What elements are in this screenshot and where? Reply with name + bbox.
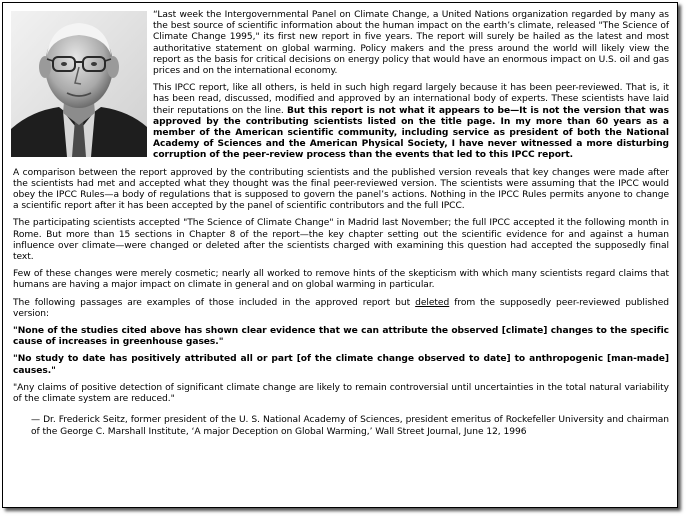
passages-text-before: The following passages are examples of those included in the approved report but: [13, 297, 416, 308]
passages-text-after: from the supposedly peer-reviewed published version:: [13, 297, 669, 319]
quote-1-text: "None of the studies cited above has shown clear evidence that we can attribute the observed [climate] changes to the specific cause of increases in greenhouse gases.": [13, 326, 669, 348]
deleted-underlined-word: deleted: [415, 297, 450, 308]
quote-2-text: "No study to date has positively attributed all or part [of the climate change observed to date] to anthropogenic [man-made] causes.": [13, 354, 669, 376]
paragraph-madrid: [13, 218, 669, 263]
changes-text: Few of these changes were merely cosmetic; nearly all worked to remove hints of the skepticism with which many scientists regard claims that humans are having a major impact on climate in general and on global warming in particular.: [13, 269, 669, 291]
quote-1: [13, 326, 669, 348]
peer-review-text: This IPCC report, like all others, is held in such high regard largely because it has been peer-reviewed. That is, it has been read, discussed, modified and approved by an international body of experts. These scientists have laid their reputations on the line.: [153, 83, 669, 116]
citation-text: — Dr. Frederick Seitz, former president of the U. S. National Academy of Sciences, president emeritus of Rockefeller University and chairman of the George C. Marshall Institute, ‘A major Deception on Global Warming,’ Wall Street Journal, June 12, 1996: [31, 415, 669, 437]
quote-2: [13, 354, 669, 376]
madrid-text: The participating scientists accepted "The Science of Climate Change" in Madrid last November; the full IPCC accepted it the following month in Rome. But more than 15 sections in Chapter 8 of the report—the key chapter setting out the scientific evidence for and against a human influence over climate—were changed or deleted after the scientists charged with examining this question had accepted the supposedly final text.: [13, 218, 669, 263]
article-text: [13, 10, 669, 444]
portrait-spacer: [13, 10, 153, 160]
comparison-text: A comparison between the report approved by the contributing scientists and the published version reveals that key changes were made after the scientists had met and accepted what they thought was the final peer-reviewed version. The scientists were assuming that the IPCC would obey the IPCC Rules—a body of regulations that is supposed to govern the panel’s actions. Nothing in the IPCC Rules permits anyone to change a scientific report after it has been accepted by the panel of scientific contributors and the full IPCC.: [13, 167, 669, 212]
paragraph-passages: [13, 298, 669, 320]
article-frame: [2, 2, 678, 508]
citation: [13, 415, 669, 437]
quote-3: [13, 383, 669, 405]
peer-review-bold-text: But this report is not what it appears to be—It is not the version that was approved by the contributing scientists listed on the title page. In my more than 60 years as a member of the American scientific community, including service as president of both the National Academy of Sciences and the American Physical Society, I have never witnessed a more disturbing corruption of the peer-review process than the events that led to this IPCC report.: [153, 105, 669, 161]
intro-paragraph-1-text: “Last week the Intergovernmental Panel on Climate Change, a United Nations organization regarded by many as the best source of scientific information about the human impact on the earth’s climate, released "The Science of Climate Change 1995," its first new report in five years. The report will surely be hailed as the latest and most authoritative statement on global warming. Policy makers and the press around the world will likely view the report as the basis for critical decisions on energy policy that would have an enormous impact on U.S. oil and gas prices and on the international economy.: [153, 10, 669, 77]
paragraph-changes: [13, 269, 669, 291]
quote-3-text: "Any claims of positive detection of significant climate change are likely to remain controversial until uncertainties in the total natural variability of the climate system are reduced.": [13, 382, 669, 405]
paragraph-comparison: [13, 168, 669, 213]
